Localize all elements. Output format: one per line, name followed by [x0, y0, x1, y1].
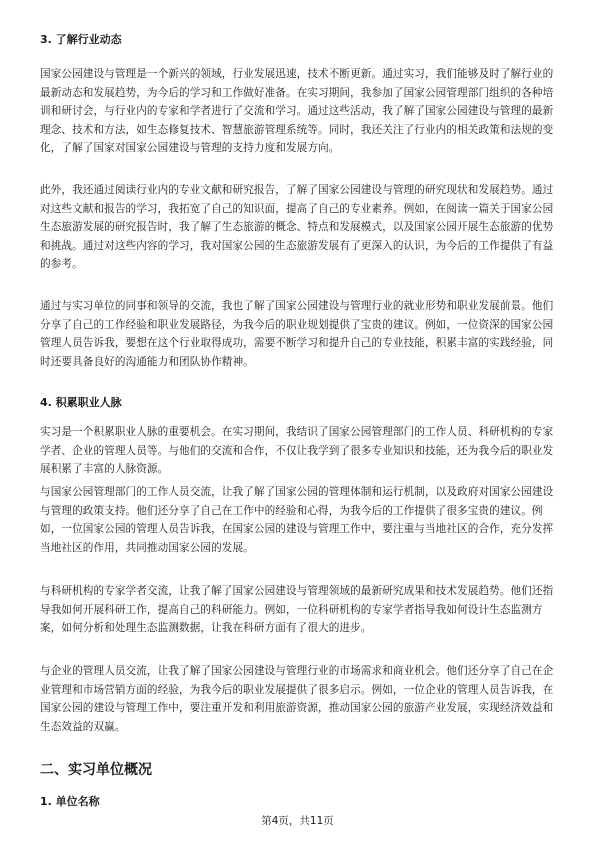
paragraph-industry-trends-1: 国家公园建设与管理是一个新兴的领域，行业发展迅速，技术不断更新。通过实习，我们能够及时了解行业的最新动态和发展趋势，为今后的学习和工作做好准备。在实习期间，我参加了国家公园管理部门组织的各种培训和研讨会，与行业内的专家和学者进行了交流和学习。通过这些活动，我了解了国家公园建设与管理的最新理念、技术和方法，如生态修复技术、智慧旅游管理系统等。同时，我还关注了行业内的相关政策和法规的变化，了解了国家对国家公园建设与管理的支持力度和发展方向。: [40, 68, 554, 155]
paragraph-network-3: 与科研机构的专家学者交流，让我了解了国家公园建设与管理领域的最新研究成果和技术发展趋势。他们还指导我如何开展科研工作，提高自己的科研能力。例如，一位科研机构的专家学者指导我如何设计生态监测方案，如何分析和处理生态监测数据，让我在科研方面有了很大的进步。: [40, 585, 554, 635]
paragraph-network-2: 与国家公园管理部门的工作人员交流，让我了解了国家公园的管理体制和运行机制，以及政府对国家公园建设与管理的政策支持。他们还分享了自己在工作中的经验和心得，为我今后的工作提供了很多宝贵的建议。例如，一位国家公园的管理人员告诉我，在国家公园的建设与管理工作中，要注重与当地社区的合作，充分发挥当地社区的作用，共同推动国家公园的发展。: [40, 486, 554, 554]
paragraph-industry-trends-3: 通过与实习单位的同事和领导的交流，我也了解了国家公园建设与管理行业的就业形势和职业发展前景。他们分享了自己的工作经验和职业发展路径，为我今后的职业规划提供了宝贵的建议。例如，一位资深的国家公园管理人员告诉我，要想在这个行业取得成功，需要不断学习和提升自己的专业技能，积累丰富的实践经验，同时还要具备良好的沟通能力和团队协作精神。: [40, 300, 554, 368]
section-heading-industry-trends: 3. 了解行业动态: [40, 33, 122, 46]
paragraph-network-4: 与企业的管理人员交流，让我了解了国家公园建设与管理行业的市场需求和商业机会。他们还分享了自己在企业管理和市场营销方面的经验，为我今后的职业发展提供了很多启示。例如，一位企业的管理人员告诉我，在国家公园的建设与管理工作中，要注重开发和利用旅游资源，推动国家公园的旅游产业发展，实现经济效益和生态效益的双赢。: [40, 665, 554, 733]
chapter-heading-unit-overview: 二、实习单位概况: [40, 762, 152, 778]
paragraph-network-1: 实习是一个积累职业人脉的重要机会。在实习期间，我结识了国家公园管理部门的工作人员、科研机构的专家学者、企业的管理人员等。与他们的交流和合作，不仅让我学到了很多专业知识和技能，还为我今后的职业发展积累了丰富的人脉资源。: [40, 426, 554, 476]
section-heading-professional-network: 4. 积累职业人脉: [40, 396, 122, 409]
paragraph-industry-trends-2: 此外，我还通过阅读行业内的专业文献和研究报告，了解了国家公园建设与管理的研究现状和发展趋势。通过对这些文献和报告的学习，我拓宽了自己的知识面，提高了自己的专业素养。例如，在阅读一篇关于国家公园生态旅游发展的研究报告时，我了解了生态旅游的概念、特点和发展模式，以及国家公园开展生态旅游的优势和挑战。通过对这些内容的学习，我对国家公园的生态旅游发展有了更深入的认识，为今后的工作提供了有益的参考。: [40, 184, 554, 271]
subsection-heading-unit-name: 1. 单位名称: [40, 795, 100, 808]
page-number-footer: 第4页，共11页: [261, 815, 334, 827]
